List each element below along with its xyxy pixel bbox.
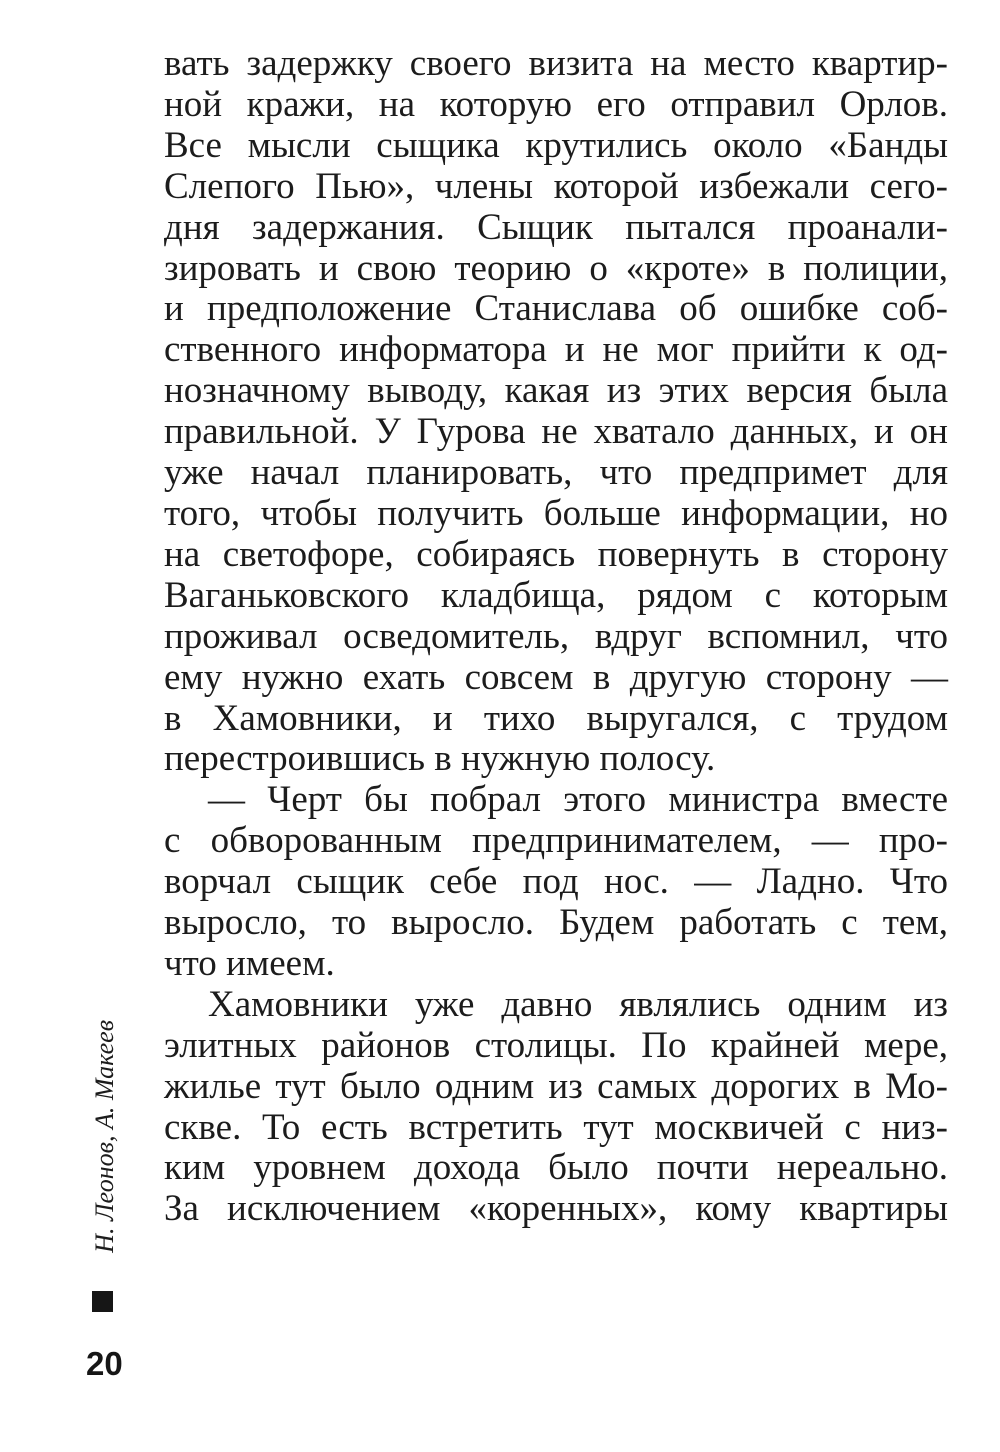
text-line: нозначному выводу, какая из этих версия была <box>164 370 948 412</box>
text-line: Все мысли сыщика крутились около «Банды <box>164 124 948 166</box>
text-line: ким уровнем дохода было почти нереально. <box>164 1147 948 1189</box>
text-line: правильной. У Гурова не хватало данных, и он <box>164 411 948 453</box>
text-line: Ваганьковского кладбища, рядом с которым <box>164 574 948 616</box>
text-line: того, чтобы получить больше информации, но <box>164 492 948 534</box>
text-line: ему нужно ехать совсем в другую сторону — <box>164 656 948 698</box>
text-line: элитных районов столицы. По крайней мере, <box>164 1024 948 1066</box>
text-line: дня задержания. Сыщик пытался проанали- <box>164 206 948 248</box>
page-number: 20 <box>86 1345 123 1382</box>
text-line: За исключением «коренных», кому квартиры <box>164 1188 948 1230</box>
text-line: — Черт бы побрал этого министра вместе <box>208 779 948 821</box>
text-line: проживал осведомитель, вдруг вспомнил, что <box>164 615 948 657</box>
text-line: Хамовники уже давно являлись одним из <box>208 983 948 1025</box>
square-marker-icon <box>92 1291 113 1312</box>
text-line: с обворованным предпринимателем, — про- <box>164 820 948 862</box>
text-line: зировать и свою теорию о «кроте» в полиции, <box>164 247 948 289</box>
text-line: скве. То есть встретить тут москвичей с низ- <box>164 1106 948 1148</box>
text-line: в Хамовники, и тихо выругался, с трудом <box>164 697 948 739</box>
text-line: и предположение Станислава об ошибке соб- <box>164 288 948 330</box>
running-head <box>82 1020 127 1315</box>
text-line: перестроившись в нужную полосу. <box>164 738 716 780</box>
text-line: ворчал сыщик себе под нос. — Ладно. Что <box>164 861 948 903</box>
text-line: выросло, то выросло. Будем работать с тем, <box>164 902 948 944</box>
text-line: уже начал планировать, что предпримет для <box>164 452 948 494</box>
text-line: вать задержку своего визита на место квартир- <box>164 43 948 84</box>
text-line: что имеем. <box>164 942 335 984</box>
text-line: жилье тут было одним из самых дорогих в Мо- <box>164 1065 948 1107</box>
text-line: на светофоре, собираясь повернуть в сторону <box>164 533 948 575</box>
running-head-authors: Н. Леонов, А. Макеев <box>90 1020 119 1253</box>
body-text <box>164 44 948 1230</box>
text-line: ной кражи, на которую его отправил Орлов. <box>164 83 948 125</box>
text-line: ственного информатора и не мог прийти к од- <box>164 329 948 371</box>
text-line: Слепого Пью», члены которой избежали сего- <box>164 165 948 207</box>
